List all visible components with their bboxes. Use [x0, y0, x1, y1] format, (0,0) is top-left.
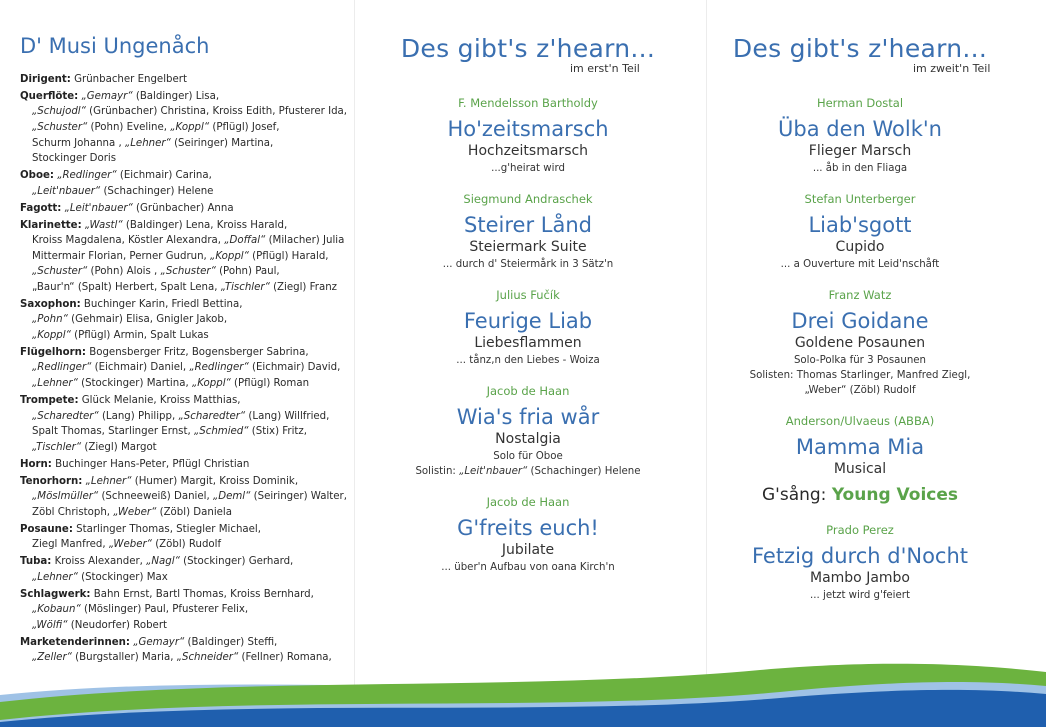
text-run: Grünbacher Engelbert: [70, 74, 187, 85]
musician-line: [20, 104, 350, 120]
musician-line: [20, 537, 350, 553]
musician-line: [20, 505, 350, 521]
nickname-text: „Weber“: [108, 539, 152, 551]
piece-list: [700, 96, 1020, 603]
composer-name: Herman Dostal: [816, 96, 904, 110]
text-run: (Pohn) Eveline,: [87, 122, 171, 134]
nickname-text: „Schuster“: [32, 122, 88, 134]
nickname-text: „Leit'nbauer“: [459, 466, 528, 477]
nickname-text: „Doffal“: [224, 235, 266, 247]
text-run: (Ziegl) Margot: [81, 441, 157, 453]
text-run: ... a Ouverture mit Leid'nschåft: [780, 259, 940, 270]
original-title: Flieger Marsch: [808, 143, 912, 159]
musician-line: [20, 360, 350, 376]
original-title: Jubilate: [501, 542, 555, 558]
instrument-label: Klarinette:: [20, 219, 82, 231]
ensemble-column: [20, 34, 350, 667]
text-run: (Seiringer) Martina,: [170, 137, 274, 149]
text-run: ... über'n Aufbau von oana Kirch'n: [441, 562, 615, 573]
composer-name: Siegmund Andraschek: [463, 192, 593, 206]
musician-line: [20, 168, 350, 184]
instrument-label: Fagott:: [20, 202, 62, 214]
text-run: Kroiss Alexander,: [51, 556, 147, 568]
nickname-text: „Koppl“: [170, 122, 210, 134]
text-run: (Stockinger) Gerhard,: [179, 556, 294, 568]
nickname-text: „Scharedter“: [32, 410, 99, 422]
nickname-text: „Deml“: [212, 491, 251, 503]
musician-line: [20, 489, 350, 505]
fold-line-left: [354, 0, 355, 727]
musician-line: [20, 297, 350, 313]
text-run: (Fellner) Romana,: [238, 652, 332, 664]
piece-title: G'freits euch!: [457, 516, 599, 540]
nickname-text: „Koppl“: [210, 250, 249, 262]
piece-title: Mamma Mia: [795, 435, 925, 459]
piece-title: Liab'sgott: [808, 213, 912, 237]
musician-line: [20, 522, 350, 538]
musician-line: [20, 264, 350, 280]
nickname-text: „Koppl“: [191, 378, 231, 390]
instrument-label: Marketenderinnen:: [20, 636, 130, 648]
text-run: (Pflügl) Josef,: [209, 122, 280, 134]
text-run: (Grünbacher) Anna: [132, 202, 234, 214]
musician-line: [20, 554, 350, 570]
nickname-text: „Lehner“: [124, 137, 171, 149]
program-header: [700, 34, 1020, 96]
text-run: ... jetzt wird g'feiert: [810, 590, 910, 601]
musician-line: [20, 312, 350, 328]
piece-note: [368, 353, 688, 368]
text-run: (Baldinger) Lisa,: [132, 90, 220, 102]
nickname-text: „Tischler“: [32, 441, 82, 453]
text-run: Zöbl Christoph,: [32, 506, 114, 518]
piece-note: [368, 449, 688, 464]
text-run: (Baldinger) Lena, Kroiss Harald,: [122, 219, 288, 231]
text-run: Bogensberger Fritz, Bogensberger Sabrina,: [86, 346, 309, 358]
text-run: (Schachinger) Helene: [100, 185, 214, 197]
text-run: Solo für Oboe: [493, 451, 563, 462]
musician-line: [20, 474, 350, 490]
musician-line: [20, 440, 350, 456]
musician-line: [20, 424, 350, 440]
text-run: Glück Melanie, Kroiss Matthias,: [78, 394, 241, 406]
nickname-text: „Leit'nbauer“: [64, 202, 133, 214]
text-run: (Stockinger) Max: [77, 571, 168, 583]
instrument-label: Oboe:: [20, 170, 54, 182]
text-run: „Weber“ (Zöbl) Rudolf: [804, 385, 916, 396]
piece-note: [700, 588, 1020, 603]
text-run: Spalt Thomas, Starlinger Ernst,: [32, 426, 194, 438]
text-run: Mittermair Florian, Perner Gudrun,: [32, 250, 211, 262]
instrument-label: Horn:: [20, 458, 52, 470]
nickname-text: „Gemayr“: [81, 90, 133, 102]
musician-line: [20, 587, 350, 603]
text-run: (Gehmair) Elisa, Gnigler Jakob,: [67, 314, 228, 326]
text-run: Ziegl Manfred,: [32, 539, 109, 551]
nickname-text: „Wastl“: [84, 219, 123, 231]
text-run: Solisten: Thomas Starlinger, Manfred Ziegl,: [749, 370, 971, 381]
instrument-label: Dirigent:: [20, 74, 71, 85]
text-run: (Burgstaller) Maria,: [71, 652, 177, 664]
instrument-label: Schlagwerk:: [20, 588, 91, 600]
musician-line: [20, 151, 350, 167]
instrument-label: Tuba:: [20, 556, 52, 568]
composer-name: F. Mendelsson Bartholdy: [458, 96, 598, 110]
nickname-text: „Lehner“: [85, 475, 132, 487]
text-run: Starlinger Thomas, Stiegler Michael,: [72, 523, 261, 535]
musician-line: [20, 120, 350, 136]
text-run: Bahn Ernst, Bartl Thomas, Kroiss Bernhard,: [90, 588, 314, 600]
musician-section: [20, 72, 350, 88]
program-piece: [368, 495, 688, 575]
original-title: Steiermark Suite: [469, 239, 587, 255]
text-run: (Pohn) Alois ,: [87, 266, 161, 278]
musician-line: [20, 280, 350, 296]
musician-section: [20, 457, 350, 473]
musician-list: [20, 72, 350, 666]
nickname-text: „Wölfi“: [32, 619, 68, 631]
text-run: Solo-Polka für 3 Posaunen: [793, 355, 927, 366]
text-run: (Schachinger) Helene: [527, 466, 641, 477]
program-part-1: [368, 34, 688, 591]
text-run: (Zöbl) Daniela: [156, 506, 233, 518]
program-part-2: [700, 34, 1020, 619]
original-title: Nostalgia: [495, 431, 561, 447]
musician-line: [20, 184, 350, 200]
musician-line: [20, 409, 350, 425]
instrument-label: Tenorhorn:: [20, 475, 83, 487]
piece-title: Wia's fria wår: [456, 405, 600, 429]
musician-line: [20, 618, 350, 634]
text-run: (Zöbl) Rudolf: [151, 539, 222, 551]
musician-line: [20, 570, 350, 586]
nickname-text: „Scharedter“: [178, 410, 246, 422]
piece-list: [368, 96, 688, 575]
program-piece: [700, 192, 1020, 272]
musician-section: [20, 89, 350, 167]
decorative-wave-footer: [0, 640, 1046, 727]
musician-line: [20, 218, 350, 234]
text-run: (Grünbacher) Christina, Kroiss Edith, Pfusterer Ida,: [85, 106, 348, 118]
musician-line: [20, 602, 350, 618]
composer-name: Jacob de Haan: [486, 495, 570, 509]
nickname-text: „Pohn“: [32, 314, 68, 326]
program-piece: [700, 414, 1020, 507]
text-run: ... tånz,n den Liebes - Woiza: [456, 355, 600, 366]
piece-title: Ho'zeitsmarsch: [447, 117, 609, 141]
musician-line: [20, 233, 350, 249]
nickname-text: „Schuster“: [160, 266, 216, 278]
musician-line: [20, 345, 350, 361]
composer-name: Franz Watz: [828, 288, 892, 302]
piece-note: [368, 464, 688, 479]
original-title: Goldene Posaunen: [794, 335, 926, 351]
text-run: ... durch d' Steiermårk in 3 Sätz'n: [442, 259, 614, 270]
musician-section: [20, 201, 350, 217]
text-run: Stockinger Doris: [32, 153, 117, 165]
program-piece: [700, 96, 1020, 176]
musician-section: [20, 168, 350, 199]
text-run: Buchinger Hans-Peter, Pflügl Christian: [51, 458, 250, 470]
program-heading: Des gibt's z'hearn...: [400, 34, 656, 63]
vocal-credit: [700, 483, 1020, 507]
musician-line: [20, 328, 350, 344]
nickname-text: „Tischler“: [220, 281, 270, 293]
text-run: (Ziegl) Franz: [269, 281, 337, 293]
program-piece: [368, 288, 688, 368]
musician-section: [20, 297, 350, 344]
text-run: (Lang) Philipp,: [98, 410, 179, 422]
text-run: (Möslinger) Paul, Pfusterer Felix,: [80, 604, 249, 616]
original-title: Hochzeitsmarsch: [467, 143, 589, 159]
musician-line: [20, 72, 350, 88]
nickname-text: „Schuster“: [32, 266, 88, 278]
composer-name: Anderson/Ulvaeus (ABBA): [785, 414, 935, 428]
text-run: Schurm Johanna ,: [32, 137, 125, 149]
musician-line: [20, 249, 350, 265]
piece-note: [700, 383, 1020, 398]
musician-section: [20, 345, 350, 392]
nickname-text: „Lehner“: [32, 571, 78, 583]
text-run: (Seiringer) Walter,: [250, 491, 347, 503]
musician-line: [20, 136, 350, 152]
text-run: (Pflügl) Armin, Spalt Lukas: [70, 329, 209, 341]
nickname-text: „Redlinger“: [32, 362, 92, 374]
nickname-text: „Möslmüller“: [32, 491, 99, 503]
musician-section: [20, 393, 350, 455]
text-run: Kroiss Magdalena, Köstler Alexandra,: [32, 235, 225, 247]
musician-section: [20, 522, 350, 553]
nickname-text: „Schujodl“: [32, 106, 86, 118]
original-title: Mambo Jambo: [810, 570, 910, 586]
composer-name: Prado Perez: [826, 523, 894, 537]
instrument-label: Querflöte:: [20, 90, 79, 102]
vocal-label: G'sång:: [761, 485, 827, 505]
musician-line: [20, 376, 350, 392]
nickname-text: „Gemayr“: [133, 636, 185, 648]
program-piece: [368, 96, 688, 176]
musician-section: [20, 587, 350, 634]
nickname-text: „Redlinger“: [57, 170, 117, 182]
nickname-text: „Weber“: [113, 506, 157, 518]
program-piece: [700, 523, 1020, 603]
nickname-text: „Zeller“: [32, 652, 72, 664]
piece-note: [700, 368, 1020, 383]
nickname-text: „Lehner“: [32, 378, 78, 390]
nickname-text: „Redlinger“: [189, 362, 249, 374]
text-run: Solistin:: [415, 466, 460, 477]
piece-note: [368, 161, 688, 176]
program-subheading: im zweit'n Teil: [913, 62, 991, 75]
instrument-label: Posaune:: [20, 523, 73, 535]
program-header: [368, 34, 688, 96]
piece-note: [700, 257, 1020, 272]
original-title: Cupido: [835, 239, 885, 255]
program-piece: [368, 384, 688, 479]
text-run: (Pohn) Paul,: [215, 266, 280, 278]
original-title: Liebesflammen: [474, 335, 582, 351]
instrument-label: Trompete:: [20, 394, 79, 406]
text-run: ...g'heirat wird: [491, 163, 565, 174]
text-run: (Eichmair) Carina,: [116, 170, 212, 182]
text-run: (Milacher) Julia: [265, 235, 345, 247]
musician-section: [20, 218, 350, 296]
nickname-text: „Schmied“: [193, 426, 249, 438]
program-heading: Des gibt's z'hearn...: [732, 34, 988, 63]
composer-name: Stefan Unterberger: [804, 192, 916, 206]
text-run: (Pflügl) Harald,: [248, 250, 329, 262]
piece-note: [700, 353, 1020, 368]
musician-line: [20, 457, 350, 473]
piece-note: [368, 257, 688, 272]
musician-section: [20, 554, 350, 585]
vocal-group-name: Young Voices: [831, 485, 958, 505]
nickname-text: „Koppl“: [32, 329, 71, 341]
composer-name: Jacob de Haan: [486, 384, 570, 398]
piece-note: [700, 161, 1020, 176]
instrument-label: Saxophon:: [20, 298, 81, 310]
composer-name: Julius Fučík: [496, 288, 560, 302]
piece-title: Drei Goidane: [791, 309, 929, 333]
text-run: (Stix) Fritz,: [248, 426, 308, 438]
piece-title: Fetzig durch d'Nocht: [751, 544, 969, 568]
program-piece: [368, 192, 688, 272]
text-run: (Eichmair) David,: [248, 362, 341, 374]
musician-line: [20, 89, 350, 105]
program-subheading: im erst'n Teil: [570, 62, 640, 75]
nickname-text: „Nagl“: [146, 556, 180, 568]
nickname-text: „Leit'nbauer“: [32, 185, 101, 197]
text-run: (Pflügl) Roman: [230, 378, 310, 390]
nickname-text: „Kobaun“: [32, 604, 81, 616]
ensemble-title: D' Musi Ungenåch: [20, 34, 210, 58]
text-run: (Lang) Willfried,: [245, 410, 330, 422]
nickname-text: „Schneider“: [176, 652, 239, 664]
text-run: ... åb in den Fliaga: [812, 163, 908, 174]
piece-title: Steirer Lånd: [464, 213, 592, 237]
text-run: (Stockinger) Martina,: [77, 378, 192, 390]
piece-title: Feurige Liab: [463, 309, 593, 333]
text-run: (Schneeweiß) Daniel,: [98, 491, 213, 503]
text-run: „Baur'n“ (Spalt) Herbert, Spalt Lena,: [32, 281, 221, 293]
text-run: (Eichmair) Daniel,: [91, 362, 190, 374]
text-run: (Neudorfer) Robert: [67, 619, 168, 631]
piece-note: [368, 560, 688, 575]
original-title: Musical: [833, 461, 887, 477]
text-run: (Baldinger) Steffi,: [184, 636, 278, 648]
musician-line: [20, 393, 350, 409]
text-run: Buchinger Karin, Friedl Bettina,: [80, 298, 243, 310]
musician-line: [20, 201, 350, 217]
text-run: (Humer) Margit, Kroiss Dominik,: [131, 475, 299, 487]
piece-title: Üba den Wolk'n: [778, 117, 942, 141]
musician-section: [20, 474, 350, 521]
instrument-label: Flügelhorn:: [20, 346, 86, 358]
program-piece: [700, 288, 1020, 398]
